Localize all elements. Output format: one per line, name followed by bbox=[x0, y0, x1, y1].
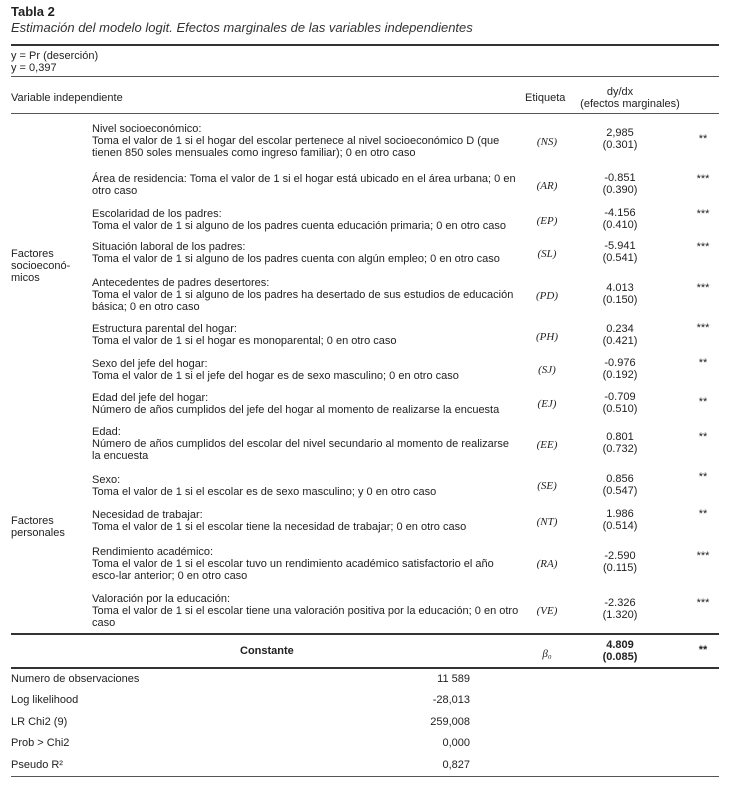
row-std-error: (0.410) bbox=[602, 219, 638, 231]
row-coefficient: -0.976 bbox=[604, 357, 636, 369]
row-coefficient: -5.941 bbox=[604, 240, 636, 252]
row-tag: (EE) bbox=[536, 439, 558, 451]
constant-significance: ** bbox=[698, 644, 708, 656]
header-rule bbox=[11, 113, 719, 114]
row-coefficient: -2.326 bbox=[604, 597, 636, 609]
constant-coefficient: 4.809 bbox=[606, 639, 634, 651]
row-description: Área de residencia: Toma el valor de 1 si el hogar está ubicado en el área urbana; 0 en otro caso bbox=[92, 173, 516, 197]
row-significance: ** bbox=[698, 133, 708, 145]
row-std-error: (0.150) bbox=[602, 294, 638, 306]
constant-label: Constante bbox=[240, 645, 294, 657]
row-significance: ** bbox=[698, 508, 708, 520]
row-coefficient: 0.234 bbox=[606, 323, 634, 335]
row-description: Sexo del jefe del hogar: Toma el valor de 1 si el jefe del hogar es de sexo masculino; 0 en otro caso bbox=[92, 358, 459, 382]
row-significance: *** bbox=[696, 282, 710, 294]
row-std-error: (0.421) bbox=[602, 335, 638, 347]
row-description: Necesidad de trabajar: Toma el valor de 1 si el escolar tiene la necesidad de trabajar; 0 en otro caso bbox=[92, 509, 467, 533]
group-label: Factores personales bbox=[11, 515, 65, 539]
row-tag: (SL) bbox=[537, 248, 557, 260]
row-std-error: (0.732) bbox=[602, 443, 638, 455]
stat-label: Numero de observaciones bbox=[11, 673, 140, 685]
row-description: Nivel socioeconómico: Toma el valor de 1 si el hogar del escolar pertenece al nivel socioeconómico D (que tienen 850 soles mensuales como ingreso familiar); 0 en otro caso bbox=[92, 123, 500, 159]
row-description: Edad: Número de años cumplidos del escolar del nivel secundario al momento de realizarse la encuesta bbox=[92, 426, 509, 462]
row-description: Valoración por la educación: Toma el valor de 1 si el escolar tiene una valoración positiva por la educación; 0 en otro caso bbox=[92, 593, 519, 629]
stat-value: 0,827 bbox=[442, 759, 470, 771]
row-description: Edad del jefe del hogar: Número de años cumplidos del jefe del hogar al momento de realizarse la encuesta bbox=[92, 392, 500, 416]
row-significance: ** bbox=[698, 431, 708, 443]
table-subtitle: Estimación del modelo logit. Efectos marginales de las variables independientes bbox=[11, 20, 473, 35]
stat-label: Log likelihood bbox=[11, 694, 79, 706]
row-std-error: (0.541) bbox=[602, 252, 638, 264]
stat-label: LR Chi2 (9) bbox=[11, 716, 68, 728]
top-rule bbox=[11, 44, 719, 46]
header-dydx-sub: (efectos marginales) bbox=[580, 98, 680, 110]
stat-value: -28,013 bbox=[432, 694, 470, 706]
row-tag: (PH) bbox=[536, 331, 558, 343]
header-tag: Etiqueta bbox=[525, 92, 566, 104]
row-coefficient: 0.801 bbox=[606, 431, 634, 443]
row-significance: *** bbox=[696, 322, 710, 334]
row-coefficient: -0.709 bbox=[604, 391, 636, 403]
row-coefficient: -2.590 bbox=[604, 550, 636, 562]
stat-value: 259,008 bbox=[430, 716, 470, 728]
row-std-error: (0.301) bbox=[602, 139, 638, 151]
row-description: Escolaridad de los padres: Toma el valor de 1 si alguno de los padres cuenta educación primaria; 0 en otro caso bbox=[92, 208, 506, 232]
table-title: Tabla 2 bbox=[11, 4, 55, 19]
model-line-1: y = Pr (deserción) bbox=[11, 50, 99, 62]
row-tag: (EJ) bbox=[537, 398, 557, 410]
stat-label: Prob > Chi2 bbox=[11, 737, 70, 749]
row-coefficient: 1.986 bbox=[606, 508, 634, 520]
row-coefficient: -0.851 bbox=[604, 172, 636, 184]
row-std-error: (0.115) bbox=[602, 562, 638, 574]
row-description: Antecedentes de padres desertores: Toma el valor de 1 si alguno de los padres ha desertado de sus estudios de educación básica; 0 en otro caso bbox=[92, 277, 514, 313]
row-tag: (NS) bbox=[536, 136, 558, 148]
row-std-error: (0.514) bbox=[602, 520, 638, 532]
bottom-rule bbox=[11, 776, 719, 777]
row-coefficient: -4.156 bbox=[604, 207, 636, 219]
row-coefficient: 2,985 bbox=[606, 127, 634, 139]
row-tag: (AR) bbox=[536, 180, 558, 192]
row-significance: *** bbox=[696, 173, 710, 185]
row-significance: ** bbox=[698, 471, 708, 483]
row-tag: (VE) bbox=[536, 605, 558, 617]
model-rule bbox=[11, 76, 719, 77]
group-personal bbox=[11, 515, 73, 539]
header-variable: Variable independiente bbox=[11, 92, 123, 104]
constant-tag: β₀ bbox=[542, 648, 552, 660]
model-line-2: y = 0,397 bbox=[11, 62, 57, 74]
row-description: Sexo: Toma el valor de 1 si el escolar es de sexo masculino; y 0 en otro caso bbox=[92, 474, 437, 498]
row-tag: (SJ) bbox=[538, 364, 556, 376]
stat-value: 0,000 bbox=[442, 737, 470, 749]
row-significance: *** bbox=[696, 241, 710, 253]
row-significance: *** bbox=[696, 597, 710, 609]
group-socioeconomic bbox=[11, 248, 73, 284]
row-tag: (EP) bbox=[536, 215, 558, 227]
row-std-error: (0.547) bbox=[602, 485, 638, 497]
row-coefficient: 0.856 bbox=[606, 473, 634, 485]
row-coefficient: 4.013 bbox=[606, 282, 634, 294]
row-tag: (SE) bbox=[537, 480, 557, 492]
stats-top-rule bbox=[11, 667, 719, 669]
row-significance: ** bbox=[698, 396, 708, 408]
row-std-error: (0.192) bbox=[602, 369, 638, 381]
row-description: Situación laboral de los padres: Toma el valor de 1 si alguno de los padres cuenta con algún empleo; 0 en otro caso bbox=[92, 241, 500, 265]
row-std-error: (1.320) bbox=[602, 609, 638, 621]
row-significance: *** bbox=[696, 550, 710, 562]
group-label: Factores socioeconó-micos bbox=[11, 248, 71, 284]
row-std-error: (0.510) bbox=[602, 403, 638, 415]
row-tag: (NT) bbox=[536, 516, 558, 528]
header-dydx: dy/dx bbox=[606, 86, 634, 98]
constant-top-rule bbox=[11, 633, 719, 635]
row-tag: (PD) bbox=[536, 290, 558, 302]
constant-std-error: (0.085) bbox=[602, 651, 638, 663]
row-description: Estructura parental del hogar: Toma el valor de 1 si el hogar es monoparental; 0 en otro caso bbox=[92, 323, 397, 347]
stat-label: Pseudo R² bbox=[11, 759, 63, 771]
row-std-error: (0.390) bbox=[602, 184, 638, 196]
stat-value: 11 589 bbox=[437, 673, 470, 685]
row-tag: (RA) bbox=[536, 558, 558, 570]
row-significance: ** bbox=[698, 357, 708, 369]
row-description: Rendimiento académico: Toma el valor de 1 si el escolar tuvo un rendimiento académico satisfactorio el año esco-lar anterior; 0 en otro caso bbox=[92, 546, 494, 582]
row-significance: *** bbox=[696, 208, 710, 220]
